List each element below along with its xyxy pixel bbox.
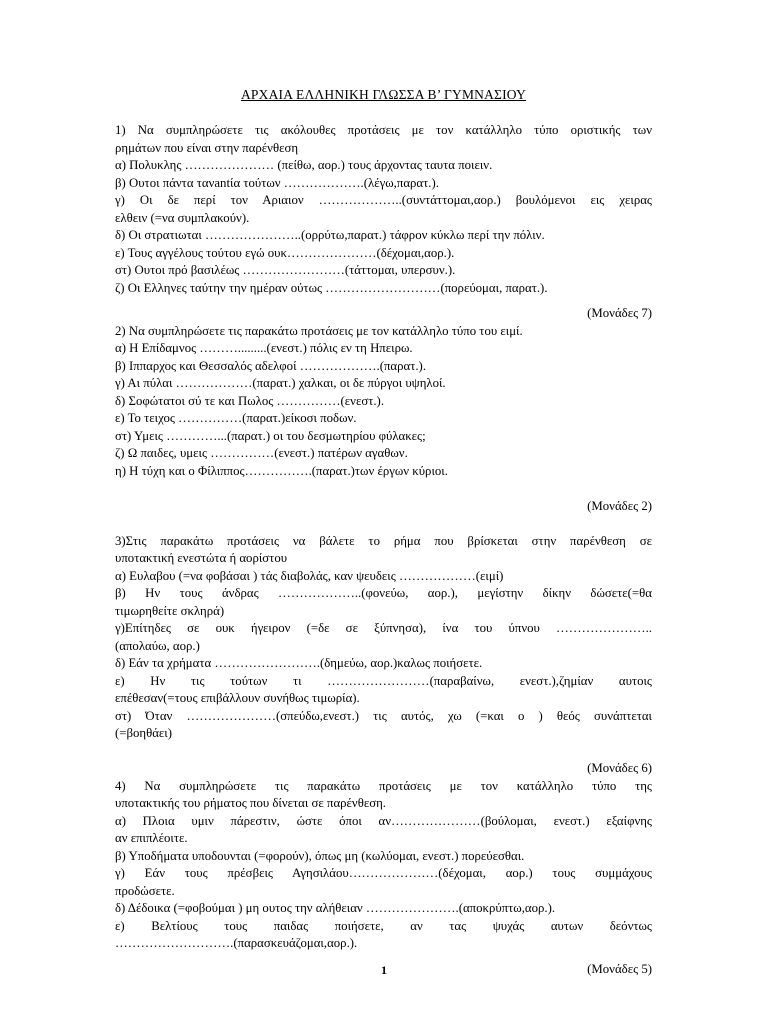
exercise-line: (απολαύω, αορ.) [115,638,200,653]
exercise-line: ε) Το τειχος ……………(παρατ.)είκοσι ποδων. [115,411,357,425]
marks-label: (Μονάδες 5) [587,961,652,976]
exercise-line: α) Πλοια υμιν πάρεστιν, ώστε όποι αν…………………(βούλομαι, ενεστ.) εξαίφνης [115,813,652,828]
exercise-line: ελθειν (=να συμπλακούν). [115,210,250,225]
marks-label: (Μονάδες 2) [587,498,652,513]
exercise-line: 4) Να συμπληρώσετε τις παρακάτω προτάσεις με τον κατάλληλο τύπο της [115,778,652,793]
exercise-line: 1) Να συμπληρώσετε τις ακόλουθες προτάσεις με τον κατάλληλο τύπο οριστικής των [115,123,652,137]
exercise-line: β) Ουτοι πάντα τανantία τούτων ……………….(λέγω,παρατ.). [115,175,439,190]
exercise-line: αν επιπλέοιτε. [115,831,188,845]
exercise-line: α) Πολυκλης ………………… (πείθω, αορ.) τους άρχοντας ταυτα ποιειν. [115,158,493,172]
exercise-line: ρημάτων που είναι στην παρένθεση [115,140,299,155]
exercise-line: ε) Βελτίους τους παιδας ποιήσετε, αν τας ψυχάς αυτων δεόντως [115,918,652,933]
page-title: ΑΡΧΑΙΑ ΕΛΛΗΝΙΚΗ ΓΛΩΣΣΑ Β’ ΓΥΜΝΑΣΙΟΥ [240,87,527,102]
spacer [115,953,652,961]
exercise-line: προδώσετε. [115,883,175,898]
exercise-line: ……………………….(παρασκευάζομαι,αορ.). [115,936,358,950]
exercise-line: ζ) Ω παιδες, υμεις ……………(ενεστ.) πατέρων αγαθων. [115,446,408,460]
exercise-line: α) Ευλαβου (=να φοβάσαι ) τάς διαβολάς, καν ψευδεις ………………(ειμί) [115,568,504,583]
exercise-line: ε) Ην τις τούτων τι ……………………(παραβαίνω, ενεστ.),ζημίαν αυτοις [115,673,652,688]
exercise-line: γ) Εάν τους πρέσβεις Αγησιλάου…………………(δέχομαι, αορ.) τους συμμάχους [115,866,652,880]
page-number: 1 [381,963,387,977]
exercise-line: στ) Ουτοι πρό βασιλέως ……………………(τάττομαι, υπερσυν.). [115,263,456,277]
exercise-line: α) Η Επίδαμνος ……….........(ενεστ.) πόλις εν τη Ηπειρω. [115,341,413,355]
exercise-line: τιμωρηθείτε σκληρά) [115,603,225,618]
exercise-line: 2) Να συμπληρώσετε τις παρακάτω προτάσεις με τον κατάλληλο τύπο του ειμί. [115,323,523,338]
exercise-line: υποτακτικής του ρήματος που δίνεται σε παρένθεση. [115,796,387,810]
exercise-line: υποτακτική ενεστώτα ή αορίστου [115,551,288,565]
exercise-section-4 [115,778,652,979]
exercise-line: γ)Επίτηδες σε ουκ ήγειρον (=δε σε ξύπνησα), ίνα του ύπνου ………………….. [115,621,652,635]
exercise-line: γ) Αι πύλαι ………………(παρατ.) χαλκαι, οι δε πύργοι υψηλοί. [115,376,446,390]
exercise-line: στ) Υμεις …………...(παρατ.) οι του δεσμωτηρίου φύλακες; [115,428,426,443]
exercise-section-3 [115,515,652,778]
exercise-line: β) Ιππαρχος και Θεσσαλός αδελφοί ……………….(παρατ.). [115,358,427,373]
marks-label: (Μονάδες 7) [587,306,652,320]
exercise-line: επέθεσαν(=τους επιβάλλουν συνήθως τιμωρία). [115,691,360,705]
document-page [115,86,652,978]
exercise-line: β) Ην τους άνδρας ………………..(φονεύω, αορ.), μεγίστην δίκην δώσετε(=θα [115,586,652,600]
exercise-line: δ) Δέδοικα (=φοβούμαι ) μη ουτος την αλήθειαν ………………….(αποκρύπτω,αορ.). [115,901,556,915]
exercise-line: η) Η τύχη και ο Φίλιππος…………….(παρατ.)των έργων κύριοι. [115,463,448,478]
exercise-line: δ) Εάν τα χρήματα …………………….(δημεύω, αορ.)καλως ποιήσετε. [115,656,483,670]
exercise-line: ε) Τους αγγέλους τούτου εγώ ουκ…………………(δέχομαι,αορ.). [115,245,455,260]
document-body [115,122,652,978]
spacer [115,743,652,761]
exercise-line: (=βοηθάει) [115,726,172,740]
exercise-line: γ) Οι δε περί τον Αριαιον ………………..(συντάττομαι,αορ.) βουλόμενοι εις χειρας [115,193,652,207]
exercise-line: 3)Στις παρακάτω προτάσεις να βάλετε το ρήμα που βρίσκεται στην παρένθεση σε [115,533,652,548]
spacer [115,480,652,498]
exercise-line: στ) Όταν …………………(σπεύδω,ενεστ.) τις αυτός, χω (=και ο ) θεός συνάπτεται [115,708,652,723]
exercise-line: δ) Σοφώτατοι σύ τε και Πωλος ……………(ενεστ.). [115,393,385,408]
exercise-line: β) Υποδήματα υποδουνται (=φορούν), όπως μη (κωλύομαι, ενεστ.) πορεύεσθαι. [115,848,525,863]
exercise-section-1 [115,122,652,323]
exercise-line: δ) Οι στρατιωται …………………..(ορρύτω,παρατ.) τάφρον κύκλω περί την πόλιν. [115,228,545,242]
exercise-section-2 [115,323,652,516]
spacer [115,515,652,533]
marks-label: (Μονάδες 6) [587,761,652,775]
exercise-line: ζ) Οι Ελληνες ταύτην την ημέραν ούτως ………………………(πορεύομαι, παρατ.). [115,280,548,295]
spacer [115,297,652,305]
